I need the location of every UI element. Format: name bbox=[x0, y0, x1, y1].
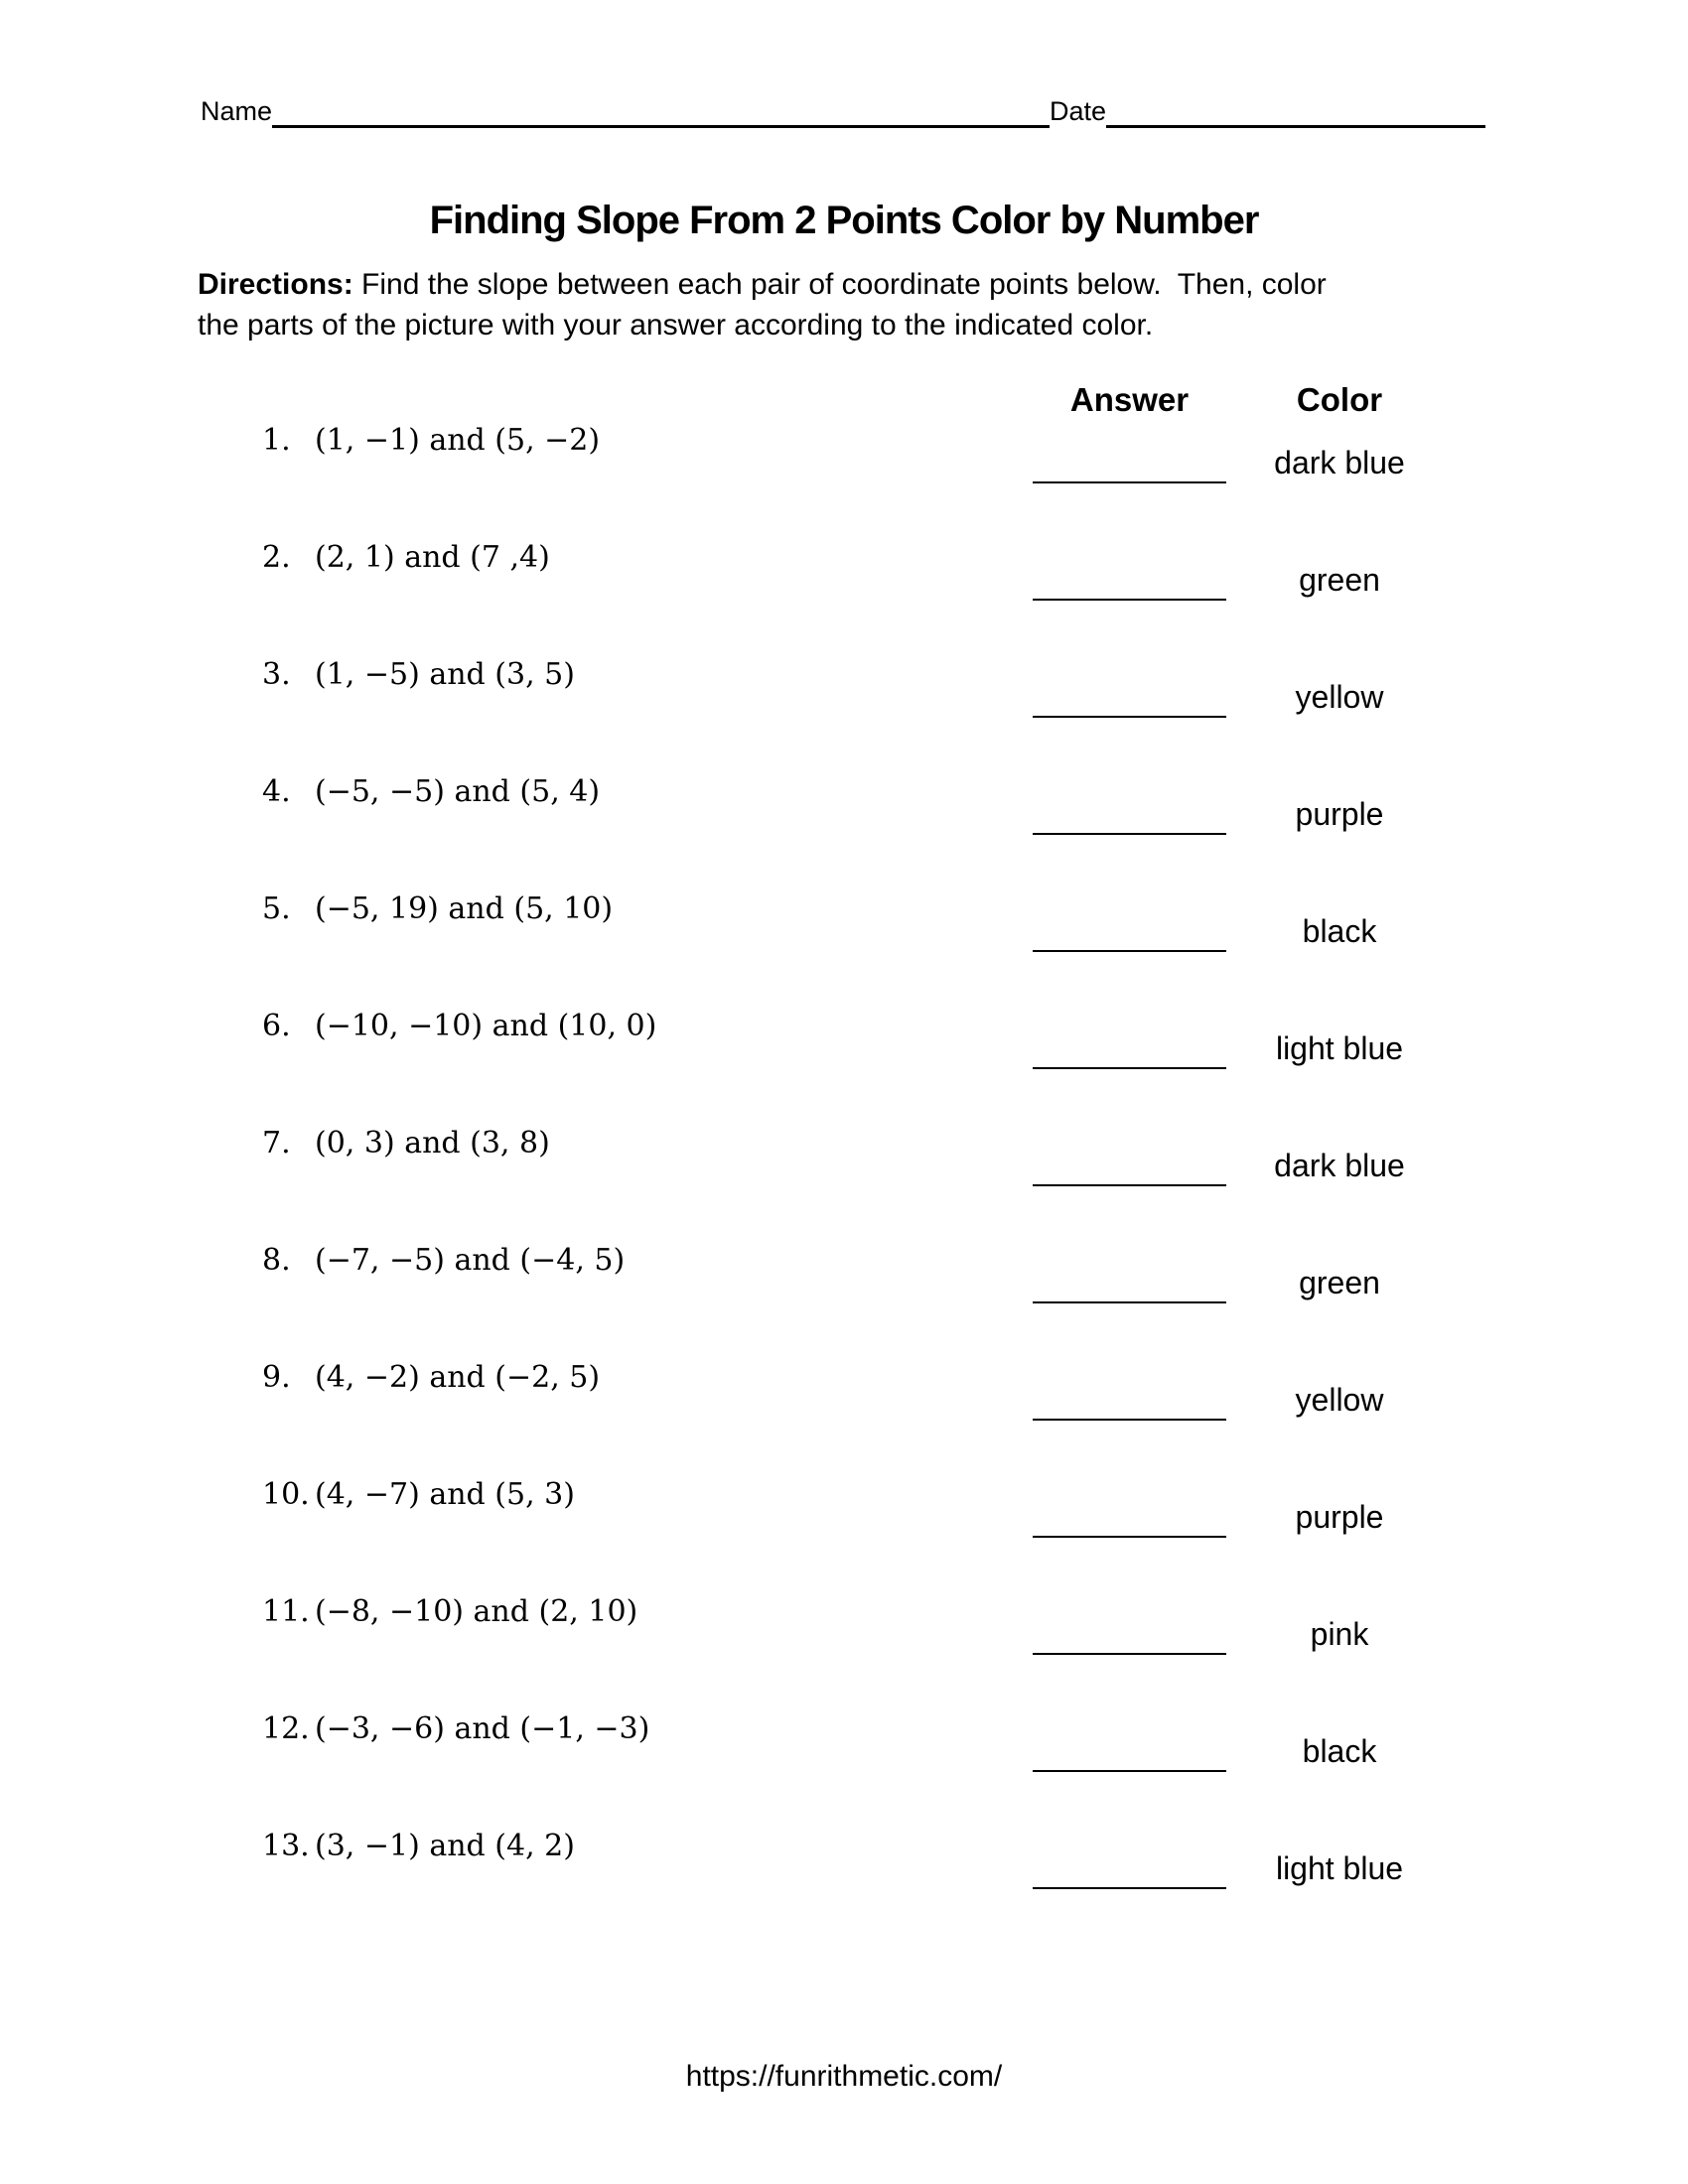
problem-row bbox=[0, 1243, 1688, 1360]
name-input-line[interactable] bbox=[272, 95, 1050, 128]
problem-row bbox=[0, 657, 1688, 774]
color-column-header: Color bbox=[1296, 381, 1383, 418]
answer-blank[interactable] bbox=[1033, 1618, 1226, 1655]
answer-blank[interactable] bbox=[1033, 1384, 1226, 1421]
problem-number: 13. bbox=[262, 1829, 310, 1863]
problem-points: (3, −1) and (4, 2) bbox=[315, 1829, 575, 1863]
problem-number: 11. bbox=[262, 1594, 310, 1629]
answer-column-header: Answer bbox=[1069, 381, 1190, 418]
page-title: Finding Slope From 2 Points Color by Number bbox=[429, 199, 1259, 242]
problem-number: 7. bbox=[262, 1126, 291, 1160]
answer-blank[interactable] bbox=[1033, 915, 1226, 952]
problem-row bbox=[0, 1009, 1688, 1126]
answer-blank[interactable] bbox=[1033, 1501, 1226, 1538]
problem-points: (−8, −10) and (2, 10) bbox=[315, 1594, 638, 1629]
answer-blank[interactable] bbox=[1033, 1032, 1226, 1069]
color-label: pink bbox=[1310, 1616, 1369, 1652]
directions-line-2 bbox=[198, 305, 1488, 345]
problem-row bbox=[0, 423, 1688, 540]
color-label: green bbox=[1299, 562, 1380, 598]
problem-points: (−3, −6) and (−1, −3) bbox=[315, 1711, 650, 1746]
directions-label: Directions: bbox=[198, 268, 353, 301]
answer-blank[interactable] bbox=[1033, 681, 1226, 718]
color-label: purple bbox=[1295, 1499, 1384, 1535]
directions-line-1 bbox=[198, 264, 1488, 305]
date-label: Date bbox=[1050, 96, 1107, 126]
answer-blank[interactable] bbox=[1033, 798, 1226, 835]
color-label: yellow bbox=[1295, 679, 1384, 715]
answer-blank[interactable] bbox=[1033, 564, 1226, 601]
directions bbox=[198, 264, 1488, 345]
color-label: dark blue bbox=[1274, 445, 1405, 480]
color-label: black bbox=[1302, 913, 1377, 949]
answer-blank[interactable] bbox=[1033, 1150, 1226, 1186]
problem-number: 12. bbox=[262, 1711, 310, 1746]
color-label: black bbox=[1302, 1733, 1377, 1769]
problem-points: (−10, −10) and (10, 0) bbox=[315, 1009, 657, 1043]
problem-row bbox=[0, 1477, 1688, 1594]
problem-points: (−7, −5) and (−4, 5) bbox=[315, 1243, 626, 1278]
problem-number: 4. bbox=[262, 774, 291, 809]
color-label: dark blue bbox=[1274, 1148, 1405, 1183]
answer-blank[interactable] bbox=[1033, 1735, 1226, 1772]
problem-number: 2. bbox=[262, 540, 291, 575]
answer-blank[interactable] bbox=[1033, 1267, 1226, 1303]
problem-points: (2, 1) and (7 ,4) bbox=[315, 540, 550, 575]
problem-row bbox=[0, 1711, 1688, 1829]
problem-row bbox=[0, 1829, 1688, 1946]
problem-row bbox=[0, 1126, 1688, 1243]
problem-number: 8. bbox=[262, 1243, 291, 1278]
date-input-line[interactable] bbox=[1106, 95, 1485, 128]
problem-points: (1, −5) and (3, 5) bbox=[315, 657, 575, 692]
problem-row bbox=[0, 891, 1688, 1009]
problem-row bbox=[0, 540, 1688, 657]
problem-number: 6. bbox=[262, 1009, 291, 1043]
problem-number: 10. bbox=[262, 1477, 310, 1512]
color-label: yellow bbox=[1295, 1382, 1384, 1418]
color-label: purple bbox=[1295, 796, 1384, 832]
name-date-row bbox=[201, 95, 1497, 128]
problem-row bbox=[0, 1594, 1688, 1711]
problem-points: (1, −1) and (5, −2) bbox=[315, 423, 601, 458]
problem-number: 9. bbox=[262, 1360, 291, 1395]
problem-points: (4, −2) and (−2, 5) bbox=[315, 1360, 601, 1395]
name-label: Name bbox=[201, 96, 273, 126]
answer-blank[interactable] bbox=[1033, 1852, 1226, 1889]
problem-points: (−5, −5) and (5, 4) bbox=[315, 774, 601, 809]
problem-row bbox=[0, 1360, 1688, 1477]
problem-points: (−5, 19) and (5, 10) bbox=[315, 891, 614, 926]
directions-text-1: Find the slope between each pair of coordinate points below. Then, color bbox=[352, 268, 1327, 301]
problem-number: 5. bbox=[262, 891, 291, 926]
problem-row bbox=[0, 774, 1688, 891]
problem-number: 3. bbox=[262, 657, 291, 692]
problem-points: (0, 3) and (3, 8) bbox=[315, 1126, 550, 1160]
footer-url: https://funrithmetic.com/ bbox=[685, 2060, 1003, 2093]
problem-points: (4, −7) and (5, 3) bbox=[315, 1477, 575, 1512]
color-label: light blue bbox=[1275, 1030, 1404, 1066]
directions-text-2: the parts of the picture with your answer according to the indicated color. bbox=[198, 309, 1154, 341]
color-label: green bbox=[1299, 1265, 1380, 1300]
problem-number: 1. bbox=[262, 423, 291, 458]
color-label: light blue bbox=[1275, 1850, 1404, 1886]
problems-list bbox=[0, 423, 1688, 1946]
answer-blank[interactable] bbox=[1033, 447, 1226, 483]
